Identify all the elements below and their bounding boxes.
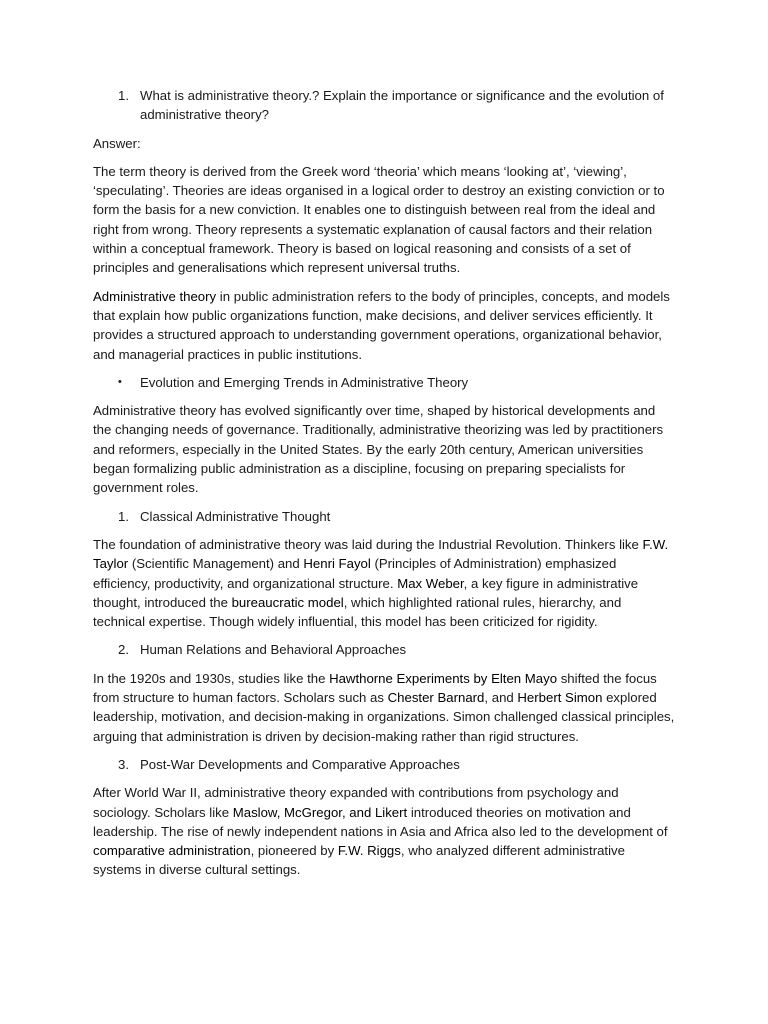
- text-run: (Scientific Management) and: [128, 556, 304, 572]
- section-title: Human Relations and Behavioral Approaches: [140, 642, 407, 658]
- paragraph-evolution: Administrative theory has evolved significantly over time, shaped by historical developments and the changing needs of governance. Traditionally, administrative theorizing was led by practitioners and reformers, especially in the United States. By the early 20th century, American universities began formalizing public administration as a discipline, focusing on preparing specialists for government roles.: [93, 403, 664, 496]
- term-administrative-theory: Administrative theory: [93, 288, 217, 304]
- term-riggs: F.W. Riggs: [337, 843, 401, 859]
- text-run: , pioneered by: [250, 843, 338, 859]
- text-run: explored leadership, motivation, and decision-making in organizations. Simon challenged classical principles, arguing that administration is driven by decision-making rather than rigid structures.: [93, 690, 675, 744]
- section-heading-human-relations: [93, 640, 676, 659]
- text-run: shifted the focus from structure to human factors. Scholars such as: [93, 670, 657, 706]
- question-number: 1.: [118, 88, 129, 103]
- section-number: 3.: [118, 756, 129, 772]
- term-simon: Herbert Simon: [517, 690, 603, 706]
- question-item: [93, 86, 676, 125]
- paragraph-administrative-theory: [93, 287, 676, 364]
- bullet-heading: [93, 373, 676, 392]
- term-hawthorne: Hawthorne Experiments by Elten Mayo: [329, 670, 558, 686]
- term-taylor: F.W. Taylor: [93, 536, 669, 572]
- term-barnard: Chester Barnard: [387, 690, 485, 706]
- text-run: , who analyzed different administrative systems in diverse cultural settings.: [93, 843, 625, 878]
- section-title: Post-War Developments and Comparative Approaches: [140, 756, 460, 772]
- paragraph-human-relations: [93, 669, 676, 746]
- text-run: The foundation of administrative theory was laid during the Industrial Revolution. Thinkers like: [93, 536, 643, 552]
- bullet-heading-text: Evolution and Emerging Trends in Administrative Theory: [140, 374, 469, 390]
- term-bureaucratic-model: bureaucratic model: [231, 594, 344, 610]
- term-weber: Max Weber: [397, 575, 464, 591]
- text-run: (Principles of Administration) emphasized efficiency, productivity, and organizational structure.: [93, 556, 617, 591]
- text-run: After World War II, administrative theory expanded with contributions from psychology and sociology. Scholars like: [93, 785, 619, 820]
- text-run: In the 1920s and 1930s, studies like the: [93, 670, 330, 686]
- text-run: introduced theories on motivation and leadership. The rise of newly independent nations in Asia and Africa also led to the development of: [93, 804, 668, 839]
- term-fayol: Henri Fayol: [303, 556, 371, 572]
- bullet-icon: •: [118, 375, 122, 388]
- text-run: , which highlighted rational rules, hierarchy, and technical expertise. Though widely influential, this model has been criticized for rigidity.: [93, 594, 622, 630]
- answer-label: Answer:: [93, 135, 141, 151]
- paragraph-administrative-theory-text: in public administration refers to the body of principles, concepts, and models that explain how public organizations function, make decisions, and deliver services efficiently. It provides a structured approach to understanding government operations, organizational behavior, and managerial practices in public institutions.: [93, 288, 670, 362]
- section-heading-classical: [93, 507, 676, 526]
- section-title: Classical Administrative Thought: [140, 508, 331, 524]
- section-heading-post-war: [93, 755, 676, 774]
- question-text: What is administrative theory.? Explain the importance or significance and the evolution of administrative theory?: [140, 88, 664, 123]
- term-comparative-administration: comparative administration: [93, 843, 251, 859]
- text-run: , a key figure in administrative thought, introduced the: [93, 575, 639, 610]
- term-maslow: Maslow, McGregor, and Likert: [232, 804, 408, 820]
- text-run: , and: [484, 690, 518, 706]
- paragraph-post-war: [93, 783, 676, 879]
- section-number: 2.: [118, 642, 129, 658]
- section-number: 1.: [118, 508, 129, 524]
- paragraph-classical: [93, 535, 676, 631]
- paragraph-theory-definition: The term theory is derived from the Greek word ‘theoria’ which means ‘looking at’, ‘viewing’, ‘speculating’. Theories are ideas organised in a logical order to destroy an existing conviction or to form the basis for a new conviction. It enables one to distinguish between real from the ideal and right from wrong. Theory represents a systematic explanation of causal factors and their relation within a conceptual framework. Theory is based on logical reasoning and consists of a set of principles and generalisations which represent universal truths.: [93, 163, 665, 276]
- document-body: [93, 86, 676, 889]
